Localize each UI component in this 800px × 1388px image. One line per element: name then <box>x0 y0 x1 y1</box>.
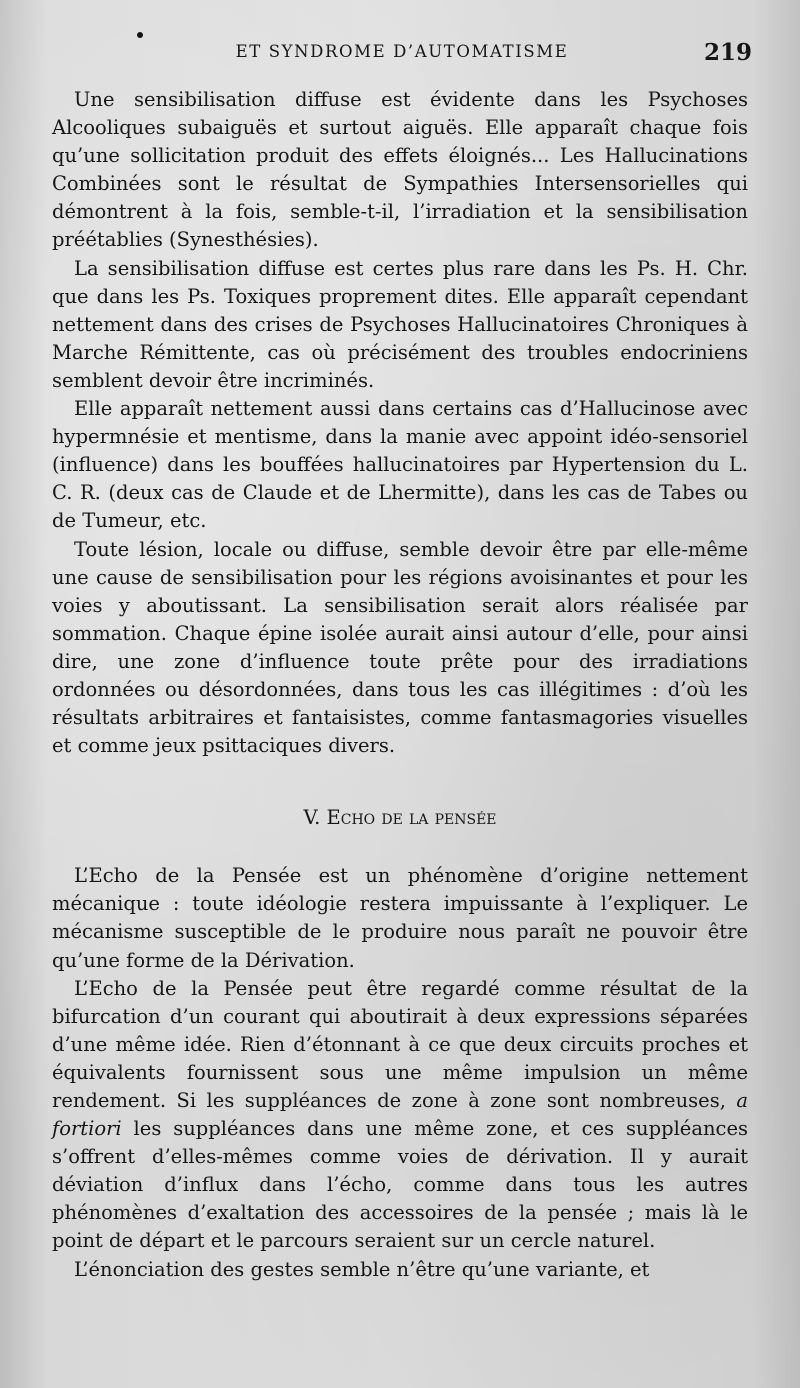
section-heading <box>52 804 748 832</box>
section-number: V. <box>303 806 321 830</box>
paragraph-text: L’Echo de la Pensée peut être regardé comme résultat de la bifurcation d’un courant qui aboutirait à deux expressions séparées d’une même idée. Rien d’étonnant à ce que deux circuits proches et équivalents fournissent sous une même impulsion un même rendement. Si les suppléances de zone à zone sont nombreuses, <box>52 976 748 1112</box>
print-speck <box>137 32 143 38</box>
paragraph: Toute lésion, locale ou diffuse, semble devoir être par elle-même une cause de sensibilisation pour les régions avoisinantes et pour les voies y aboutissant. La sensibilisation serait alors réalisée par sommation. Chaque épine isolée aurait ainsi autour d’elle, pour ainsi dire, une zone d’influence toute prête pour des irradiations ordonnées ou désordonnées, dans tous les cas illégitimes : d’où les résultats arbitraires et fantaisistes, comme fantasmagories visuelles et comme jeux psittaciques divers. <box>52 537 748 758</box>
running-head <box>52 40 752 76</box>
section-title: Echo de la pensée <box>326 806 497 830</box>
running-title: ET SYNDROME D’AUTOMATISME <box>235 42 569 61</box>
page-number: 219 <box>703 39 752 66</box>
paragraph-text: les suppléances dans une même zone, et ces suppléances s’offrent d’elles-mêmes comme voies de dérivation. Il y aurait déviation d’influx dans l’écho, comme dans tous les autres phénomènes d’exaltation des accessoires de la pensée ; mais là le point de départ et le parcours seraient sur un cercle naturel. <box>52 1117 748 1253</box>
paragraph: La sensibilisation diffuse est certes plus rare dans les Ps. H. Chr. que dans les Ps. Toxiques proprement dites. Elle apparaît cependant nettement dans des crises de Psychoses Hallucinatoires Chroniques à Marche Rémittente, cas où précisément des troubles endocriniens semblent devoir être incriminés. <box>52 256 748 392</box>
paragraph: Une sensibilisation diffuse est évidente dans les Psychoses Alcooliques subaiguës et surtout aiguës. Elle apparaît chaque fois qu’une sollicitation produit des effets éloignés... Les Hallucinations Combinées sont le résultat de Sympathies Intersensorielles qui démontrent à la fois, semble-t-il, l’irradiation et la sensibilisation préétablies (Synesthésies). <box>52 88 748 252</box>
body-text <box>52 86 748 1284</box>
paragraph: L’Echo de la Pensée est un phénomène d’origine nettement mécanique : toute idéologie restera impuissante à l’expliquer. Le mécanisme susceptible de le produire nous paraît ne pouvoir être qu’une forme de la Dérivation. <box>52 864 748 972</box>
emphasis-text: a fortiori <box>52 1089 748 1141</box>
paragraph <box>52 975 748 1256</box>
paragraph: L’énonciation des gestes semble n’être qu’une variante, et <box>74 1257 650 1281</box>
paragraph: Elle apparaît nettement aussi dans certains cas d’Hallucinose avec hypermnésie et mentisme, dans la manie avec appoint idéo-sensoriel (influence) dans les bouffées hallucinatoires par Hypertension du L. C. R. (deux cas de Claude et de Lhermitte), dans les cas de Tabes ou de Tumeur, etc. <box>52 397 748 533</box>
